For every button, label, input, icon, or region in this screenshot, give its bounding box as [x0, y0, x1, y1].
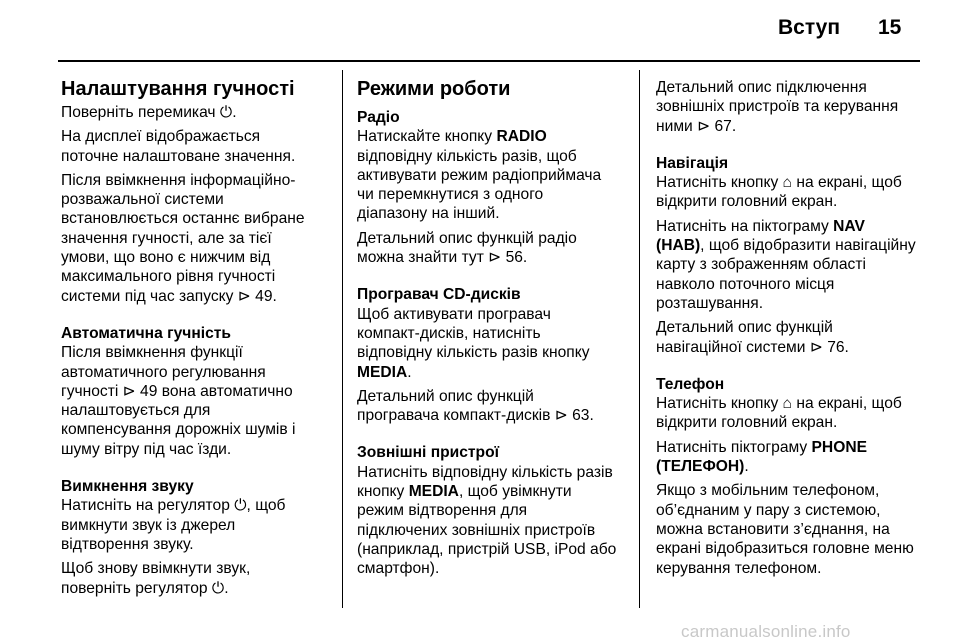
paragraph: Якщо з мобільним телефоном, об’єднаним у пару з системою, можна встановити з’єднання, на екрані відобразиться головне меню керування телефоном.	[656, 482, 914, 577]
subsection-heading-radio: Радіо	[357, 109, 400, 126]
paragraph: Після ввімкнення функції автоматичного регулювання гучності ⊳ 49 вона автоматично налаштовується для компенсування дорожніх шумів і шуму вітру під час їзди.	[61, 344, 296, 458]
subsection-heading-auto-volume: Автоматична гучність	[61, 324, 231, 342]
paragraph	[656, 438, 932, 477]
subsection-heading-navigation: Навігація	[656, 154, 729, 172]
button-name-media: MEDIA	[357, 363, 408, 381]
paragraph: Натисніть на регулятор ⏻, щоб вимкнути звук із джерел відтворення звуку.	[61, 497, 286, 553]
page-header-title: Вступ	[778, 16, 841, 39]
paragraph: Детальний опис функцій навігаційної системи ⊳ 76.	[656, 319, 849, 356]
paragraph: Детальний опис підключення зовнішніх пристроїв та керування ними ⊳ 67.	[656, 79, 899, 135]
watermark: carmanualsonline.info	[681, 622, 851, 641]
paragraph: Детальний опис функцій програвача компакт-дисків ⊳ 63.	[357, 387, 594, 425]
text: Натискайте кнопку	[357, 128, 497, 146]
button-name-phone: PHONE (ТЕЛЕФОН)	[656, 438, 867, 476]
column-divider-left	[342, 70, 343, 608]
paragraph	[357, 305, 633, 382]
column-divider-right	[639, 70, 640, 608]
paragraph: На дисплеї відображається поточне налаштоване значення.	[61, 128, 296, 165]
paragraph: Після ввімкнення інформаційно- розважальної системи встановлюється останнє вибране значення гучності, але за тієї умови, що воно є нижчим від максимального рівня гучності системи під час запуску ⊳ 49.	[61, 171, 305, 305]
paragraph: Детальний опис функцій радіо можна знайти тут ⊳ 56.	[357, 229, 577, 267]
subsection-heading-external-devices: Зовнішні пристрої	[357, 444, 499, 462]
paragraph: Щоб знову ввімкнути звук, поверніть регулятор ⏻.	[61, 560, 251, 597]
paragraph: Натисніть кнопку ⌂ на екрані, щоб відкрити головний екран.	[656, 395, 902, 432]
column-volume	[61, 78, 329, 603]
paragraph: Поверніть перемикач ⏻.	[61, 104, 237, 121]
text: Натисніть відповідну кількість разів кнопку	[357, 463, 613, 501]
paragraph	[656, 217, 932, 313]
text: , щоб увімкнути режим відтворення для підключених зовнішніх пристроїв (наприклад, пристрій USB, iPod або смартфон).	[357, 483, 617, 578]
section-heading-modes: Режими роботи	[357, 78, 511, 100]
text: , щоб відобразити навігаційну карту з зображенням області навколо поточного місця розташування.	[656, 237, 916, 312]
paragraph: Натисніть кнопку ⌂ на екрані, щоб відкрити головний екран.	[656, 174, 902, 211]
button-name-radio: RADIO	[496, 128, 547, 146]
subsection-heading-phone: Телефон	[656, 375, 725, 393]
button-name-media: MEDIA	[408, 483, 459, 501]
text: Натисніть на піктограму	[656, 217, 834, 235]
paragraph	[357, 127, 633, 223]
button-name-nav: NAV (НАВ)	[656, 217, 865, 255]
text: .	[744, 458, 749, 476]
subsection-heading-mute: Вимкнення звуку	[61, 478, 194, 496]
text: відповідну кількість разів, щоб активувати режим радіоприймача чи перемкнутися з одного діапазону на інший.	[357, 147, 602, 223]
text: Щоб активувати програвач компакт-дисків, натисніть відповідну кількість разів кнопку	[357, 305, 590, 362]
column-navigation-phone	[656, 78, 932, 583]
column-modes	[357, 78, 633, 584]
paragraph	[357, 463, 633, 579]
section-heading-volume: Налаштування гучності	[61, 78, 295, 100]
text: Натисніть піктограму	[656, 438, 812, 456]
text: .	[407, 363, 412, 381]
header-rule	[58, 60, 920, 62]
page-number: 15	[878, 16, 902, 39]
subsection-heading-cd-player: Програвач CD-дисків	[357, 286, 521, 304]
